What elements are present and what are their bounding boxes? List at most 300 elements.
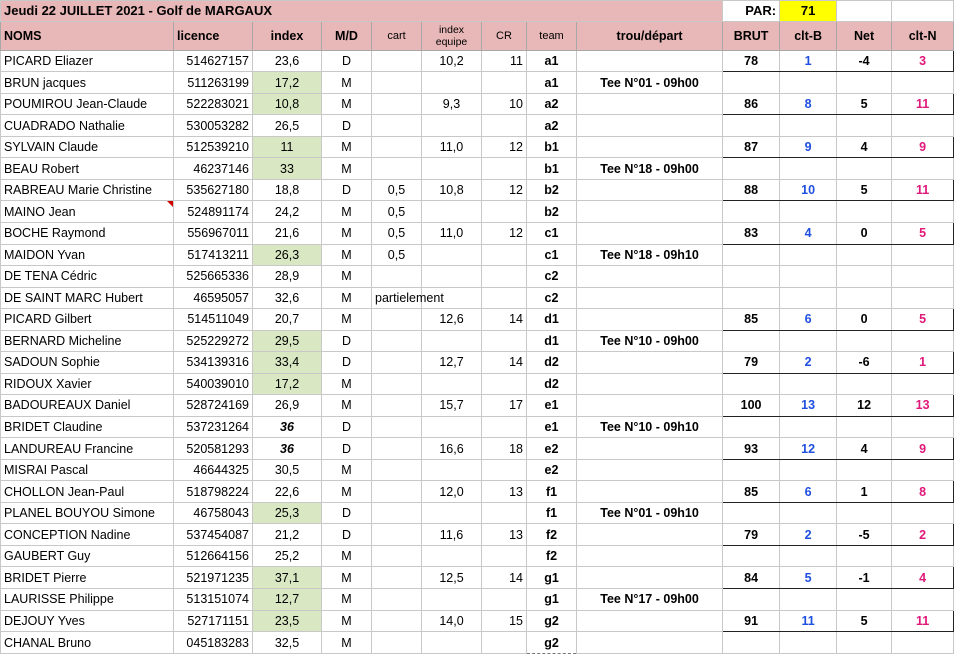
- player-cr[interactable]: 12: [482, 136, 527, 158]
- player-index-equipe[interactable]: 10,2: [422, 50, 482, 72]
- player-index[interactable]: 24,2: [253, 201, 322, 223]
- player-cart[interactable]: [372, 136, 422, 158]
- player-brut[interactable]: [723, 115, 780, 137]
- player-name[interactable]: CUADRADO Nathalie: [1, 115, 174, 137]
- player-brut[interactable]: [723, 201, 780, 223]
- player-tee[interactable]: [577, 373, 723, 395]
- player-index[interactable]: 32,6: [253, 287, 322, 309]
- player-tee[interactable]: [577, 567, 723, 589]
- player-index-equipe[interactable]: 14,0: [422, 610, 482, 632]
- player-net[interactable]: [837, 201, 892, 223]
- player-cr[interactable]: [482, 158, 527, 180]
- player-cart[interactable]: [372, 589, 422, 611]
- player-md[interactable]: M: [322, 136, 372, 158]
- player-cr[interactable]: 13: [482, 524, 527, 546]
- player-md[interactable]: M: [322, 287, 372, 309]
- player-cart[interactable]: 0,5: [372, 201, 422, 223]
- player-team[interactable]: b1: [527, 158, 577, 180]
- player-tee[interactable]: [577, 352, 723, 374]
- player-net[interactable]: [837, 158, 892, 180]
- header-licence[interactable]: licence: [174, 21, 253, 50]
- player-licence[interactable]: 512539210: [174, 136, 253, 158]
- player-md[interactable]: M: [322, 309, 372, 331]
- player-brut[interactable]: 78: [723, 50, 780, 72]
- player-licence[interactable]: 527171151: [174, 610, 253, 632]
- player-name[interactable]: BRIDET Claudine: [1, 416, 174, 438]
- player-name[interactable]: DE TENA Cédric: [1, 266, 174, 288]
- player-brut[interactable]: 86: [723, 93, 780, 115]
- player-clt-b[interactable]: [780, 589, 837, 611]
- player-cr[interactable]: [482, 72, 527, 94]
- player-index-equipe[interactable]: 12,0: [422, 481, 482, 503]
- player-clt-n[interactable]: 11: [892, 93, 954, 115]
- player-tee[interactable]: [577, 395, 723, 417]
- player-name[interactable]: RIDOUX Xavier: [1, 373, 174, 395]
- player-clt-n[interactable]: 8: [892, 481, 954, 503]
- player-index-equipe[interactable]: [422, 416, 482, 438]
- player-licence[interactable]: 525229272: [174, 330, 253, 352]
- player-tee[interactable]: [577, 201, 723, 223]
- player-cart[interactable]: [372, 632, 422, 654]
- player-licence[interactable]: 045183283: [174, 632, 253, 654]
- player-net[interactable]: 0: [837, 222, 892, 244]
- player-team[interactable]: e1: [527, 395, 577, 417]
- player-clt-b[interactable]: [780, 287, 837, 309]
- player-clt-b[interactable]: [780, 459, 837, 481]
- player-licence[interactable]: 518798224: [174, 481, 253, 503]
- player-tee[interactable]: Tee N°18 - 09h00: [577, 158, 723, 180]
- player-cr[interactable]: 12: [482, 179, 527, 201]
- player-clt-n[interactable]: 2: [892, 524, 954, 546]
- player-cr[interactable]: [482, 459, 527, 481]
- player-index[interactable]: 29,5: [253, 330, 322, 352]
- player-cart[interactable]: [372, 50, 422, 72]
- player-tee[interactable]: [577, 632, 723, 654]
- player-name[interactable]: MAIDON Yvan: [1, 244, 174, 266]
- player-cart[interactable]: [372, 373, 422, 395]
- player-licence[interactable]: 46644325: [174, 459, 253, 481]
- player-name[interactable]: DEJOUY Yves: [1, 610, 174, 632]
- player-net[interactable]: [837, 266, 892, 288]
- player-md[interactable]: D: [322, 330, 372, 352]
- player-clt-n[interactable]: [892, 330, 954, 352]
- player-licence[interactable]: 524891174: [174, 201, 253, 223]
- player-clt-n[interactable]: 11: [892, 179, 954, 201]
- player-clt-n[interactable]: 3: [892, 50, 954, 72]
- player-index[interactable]: 33,4: [253, 352, 322, 374]
- player-clt-n[interactable]: [892, 502, 954, 524]
- player-net[interactable]: -4: [837, 50, 892, 72]
- player-index-equipe[interactable]: 15,7: [422, 395, 482, 417]
- player-clt-n[interactable]: 5: [892, 309, 954, 331]
- player-index[interactable]: 26,5: [253, 115, 322, 137]
- player-clt-b[interactable]: [780, 545, 837, 567]
- player-team[interactable]: d2: [527, 373, 577, 395]
- player-clt-n[interactable]: [892, 632, 954, 654]
- player-clt-n[interactable]: [892, 201, 954, 223]
- player-cr[interactable]: 12: [482, 222, 527, 244]
- player-brut[interactable]: [723, 244, 780, 266]
- player-net[interactable]: [837, 115, 892, 137]
- player-licence[interactable]: 514511049: [174, 309, 253, 331]
- player-cr[interactable]: [482, 244, 527, 266]
- player-index[interactable]: 26,3: [253, 244, 322, 266]
- player-team[interactable]: c2: [527, 266, 577, 288]
- player-cr[interactable]: [482, 545, 527, 567]
- player-md[interactable]: D: [322, 352, 372, 374]
- player-team[interactable]: g1: [527, 567, 577, 589]
- player-brut[interactable]: [723, 373, 780, 395]
- player-tee[interactable]: [577, 524, 723, 546]
- player-clt-b[interactable]: [780, 416, 837, 438]
- player-index-equipe[interactable]: [422, 589, 482, 611]
- player-brut[interactable]: [723, 72, 780, 94]
- player-index[interactable]: 26,9: [253, 395, 322, 417]
- player-clt-n[interactable]: [892, 266, 954, 288]
- player-cart[interactable]: [372, 352, 422, 374]
- player-md[interactable]: D: [322, 115, 372, 137]
- player-net[interactable]: [837, 287, 892, 309]
- player-net[interactable]: [837, 632, 892, 654]
- player-md[interactable]: M: [322, 201, 372, 223]
- player-index[interactable]: 11: [253, 136, 322, 158]
- player-net[interactable]: [837, 416, 892, 438]
- player-cr[interactable]: 15: [482, 610, 527, 632]
- header-team[interactable]: team: [527, 21, 577, 50]
- player-cart[interactable]: 0,5: [372, 179, 422, 201]
- player-team[interactable]: c1: [527, 244, 577, 266]
- player-net[interactable]: -1: [837, 567, 892, 589]
- player-clt-n[interactable]: [892, 287, 954, 309]
- player-clt-n[interactable]: [892, 416, 954, 438]
- par-value[interactable]: 71: [780, 1, 837, 22]
- player-net[interactable]: 5: [837, 179, 892, 201]
- player-brut[interactable]: 100: [723, 395, 780, 417]
- player-net[interactable]: 4: [837, 438, 892, 460]
- player-name[interactable]: RABREAU Marie Christine: [1, 179, 174, 201]
- player-clt-b[interactable]: 1: [780, 50, 837, 72]
- player-net[interactable]: 5: [837, 93, 892, 115]
- player-name[interactable]: BRUN jacques: [1, 72, 174, 94]
- player-cr[interactable]: 14: [482, 352, 527, 374]
- player-clt-b[interactable]: [780, 266, 837, 288]
- player-md[interactable]: D: [322, 502, 372, 524]
- player-brut[interactable]: 91: [723, 610, 780, 632]
- player-brut[interactable]: [723, 502, 780, 524]
- player-md[interactable]: M: [322, 567, 372, 589]
- player-tee[interactable]: Tee N°18 - 09h10: [577, 244, 723, 266]
- player-team[interactable]: f1: [527, 502, 577, 524]
- player-team[interactable]: a1: [527, 72, 577, 94]
- player-index-equipe[interactable]: [422, 72, 482, 94]
- player-net[interactable]: 1: [837, 481, 892, 503]
- player-brut[interactable]: [723, 459, 780, 481]
- player-clt-n[interactable]: 13: [892, 395, 954, 417]
- player-clt-b[interactable]: 2: [780, 352, 837, 374]
- player-index[interactable]: 25,2: [253, 545, 322, 567]
- player-name[interactable]: MISRAI Pascal: [1, 459, 174, 481]
- player-index-equipe[interactable]: [422, 459, 482, 481]
- player-index-equipe[interactable]: 9,3: [422, 93, 482, 115]
- player-cr[interactable]: 13: [482, 481, 527, 503]
- player-index-equipe[interactable]: [422, 201, 482, 223]
- player-brut[interactable]: 79: [723, 352, 780, 374]
- player-brut[interactable]: [723, 416, 780, 438]
- player-cart[interactable]: partielement: [372, 287, 422, 309]
- player-index[interactable]: 20,7: [253, 309, 322, 331]
- player-licence[interactable]: 520581293: [174, 438, 253, 460]
- player-index-equipe[interactable]: 11,6: [422, 524, 482, 546]
- player-name[interactable]: DE SAINT MARC Hubert: [1, 287, 174, 309]
- header-clt-b[interactable]: clt-B: [780, 21, 837, 50]
- header-net[interactable]: Net: [837, 21, 892, 50]
- player-brut[interactable]: 84: [723, 567, 780, 589]
- player-team[interactable]: d1: [527, 309, 577, 331]
- player-net[interactable]: -5: [837, 524, 892, 546]
- player-team[interactable]: g2: [527, 610, 577, 632]
- player-tee[interactable]: [577, 179, 723, 201]
- player-tee[interactable]: [577, 481, 723, 503]
- player-index-equipe[interactable]: [422, 158, 482, 180]
- sheet-title[interactable]: Jeudi 22 JUILLET 2021 - Golf de MARGAUX: [1, 1, 723, 22]
- player-clt-n[interactable]: [892, 545, 954, 567]
- player-licence[interactable]: 540039010: [174, 373, 253, 395]
- player-clt-n[interactable]: 9: [892, 438, 954, 460]
- player-cr[interactable]: [482, 373, 527, 395]
- player-clt-n[interactable]: [892, 589, 954, 611]
- player-clt-b[interactable]: 11: [780, 610, 837, 632]
- player-index[interactable]: 32,5: [253, 632, 322, 654]
- player-tee[interactable]: Tee N°17 - 09h00: [577, 589, 723, 611]
- player-clt-b[interactable]: [780, 72, 837, 94]
- player-team[interactable]: d1: [527, 330, 577, 352]
- player-clt-n[interactable]: [892, 72, 954, 94]
- player-tee[interactable]: [577, 287, 723, 309]
- player-team[interactable]: c2: [527, 287, 577, 309]
- player-cart[interactable]: [372, 438, 422, 460]
- player-cr[interactable]: 14: [482, 567, 527, 589]
- player-clt-n[interactable]: [892, 373, 954, 395]
- player-tee[interactable]: [577, 50, 723, 72]
- player-index-equipe[interactable]: [422, 632, 482, 654]
- player-cr[interactable]: [482, 266, 527, 288]
- player-cr[interactable]: 14: [482, 309, 527, 331]
- player-md[interactable]: M: [322, 244, 372, 266]
- player-team[interactable]: e2: [527, 459, 577, 481]
- player-index[interactable]: 17,2: [253, 72, 322, 94]
- player-net[interactable]: 5: [837, 610, 892, 632]
- player-clt-b[interactable]: [780, 373, 837, 395]
- player-index[interactable]: 21,6: [253, 222, 322, 244]
- player-clt-n[interactable]: [892, 244, 954, 266]
- player-clt-b[interactable]: 9: [780, 136, 837, 158]
- player-net[interactable]: [837, 72, 892, 94]
- player-net[interactable]: [837, 373, 892, 395]
- player-name[interactable]: PICARD Eliazer: [1, 50, 174, 72]
- player-team[interactable]: g1: [527, 589, 577, 611]
- player-tee[interactable]: Tee N°01 - 09h10: [577, 502, 723, 524]
- player-clt-b[interactable]: 5: [780, 567, 837, 589]
- player-licence[interactable]: 535627180: [174, 179, 253, 201]
- player-name[interactable]: PICARD Gilbert: [1, 309, 174, 331]
- player-tee[interactable]: [577, 438, 723, 460]
- player-net[interactable]: -6: [837, 352, 892, 374]
- player-md[interactable]: M: [322, 373, 372, 395]
- player-tee[interactable]: Tee N°01 - 09h00: [577, 72, 723, 94]
- player-cart[interactable]: [372, 610, 422, 632]
- player-brut[interactable]: [723, 545, 780, 567]
- player-name[interactable]: BRIDET Pierre: [1, 567, 174, 589]
- player-index-equipe[interactable]: 12,5: [422, 567, 482, 589]
- player-net[interactable]: [837, 330, 892, 352]
- player-name[interactable]: SADOUN Sophie: [1, 352, 174, 374]
- player-index-equipe[interactable]: 11,0: [422, 222, 482, 244]
- player-index-equipe[interactable]: 12,7: [422, 352, 482, 374]
- player-tee[interactable]: [577, 266, 723, 288]
- player-clt-n[interactable]: 9: [892, 136, 954, 158]
- player-index-equipe[interactable]: [422, 330, 482, 352]
- player-net[interactable]: [837, 502, 892, 524]
- player-cr[interactable]: [482, 115, 527, 137]
- player-index[interactable]: 30,5: [253, 459, 322, 481]
- player-name[interactable]: BERNARD Micheline: [1, 330, 174, 352]
- player-clt-b[interactable]: [780, 158, 837, 180]
- player-index[interactable]: 18,8: [253, 179, 322, 201]
- player-index[interactable]: 33: [253, 158, 322, 180]
- player-cr[interactable]: [482, 502, 527, 524]
- player-name[interactable]: BEAU Robert: [1, 158, 174, 180]
- player-clt-n[interactable]: 1: [892, 352, 954, 374]
- player-clt-b[interactable]: [780, 244, 837, 266]
- player-name[interactable]: CONCEPTION Nadine: [1, 524, 174, 546]
- player-md[interactable]: M: [322, 266, 372, 288]
- player-clt-b[interactable]: 4: [780, 222, 837, 244]
- player-cart[interactable]: [372, 72, 422, 94]
- player-clt-n[interactable]: 5: [892, 222, 954, 244]
- player-index-equipe[interactable]: [422, 502, 482, 524]
- player-index[interactable]: 36: [253, 416, 322, 438]
- player-brut[interactable]: [723, 266, 780, 288]
- player-index[interactable]: 21,2: [253, 524, 322, 546]
- header-index[interactable]: index: [253, 21, 322, 50]
- player-cart[interactable]: [372, 502, 422, 524]
- header-md[interactable]: M/D: [322, 21, 372, 50]
- player-name[interactable]: BADOUREAUX Daniel: [1, 395, 174, 417]
- player-team[interactable]: d2: [527, 352, 577, 374]
- player-index[interactable]: 17,2: [253, 373, 322, 395]
- player-cart[interactable]: [372, 416, 422, 438]
- player-team[interactable]: f1: [527, 481, 577, 503]
- comment-indicator-icon[interactable]: [167, 201, 173, 207]
- player-index[interactable]: 37,1: [253, 567, 322, 589]
- player-net[interactable]: 12: [837, 395, 892, 417]
- player-md[interactable]: M: [322, 589, 372, 611]
- player-clt-b[interactable]: [780, 115, 837, 137]
- player-cr[interactable]: [482, 330, 527, 352]
- player-clt-b[interactable]: 13: [780, 395, 837, 417]
- player-index-equipe[interactable]: [422, 266, 482, 288]
- player-cart[interactable]: [372, 158, 422, 180]
- player-md[interactable]: M: [322, 222, 372, 244]
- player-team[interactable]: b2: [527, 201, 577, 223]
- par-label[interactable]: PAR:: [723, 1, 780, 22]
- player-clt-b[interactable]: 8: [780, 93, 837, 115]
- player-clt-b[interactable]: [780, 201, 837, 223]
- player-net[interactable]: [837, 459, 892, 481]
- player-index-equipe[interactable]: [422, 244, 482, 266]
- player-licence[interactable]: 46595057: [174, 287, 253, 309]
- player-licence[interactable]: 513151074: [174, 589, 253, 611]
- header-noms[interactable]: NOMS: [1, 21, 174, 50]
- player-licence[interactable]: 512664156: [174, 545, 253, 567]
- player-licence[interactable]: 514627157: [174, 50, 253, 72]
- player-md[interactable]: M: [322, 93, 372, 115]
- player-licence[interactable]: 528724169: [174, 395, 253, 417]
- player-name[interactable]: LANDUREAU Francine: [1, 438, 174, 460]
- player-clt-b[interactable]: [780, 632, 837, 654]
- player-cr[interactable]: 17: [482, 395, 527, 417]
- player-cr[interactable]: 11: [482, 50, 527, 72]
- player-cr[interactable]: [482, 416, 527, 438]
- player-md[interactable]: D: [322, 524, 372, 546]
- player-name[interactable]: CHANAL Bruno: [1, 632, 174, 654]
- player-licence[interactable]: 556967011: [174, 222, 253, 244]
- player-clt-b[interactable]: 6: [780, 481, 837, 503]
- player-index-equipe[interactable]: 16,6: [422, 438, 482, 460]
- player-name[interactable]: GAUBERT Guy: [1, 545, 174, 567]
- player-index[interactable]: 25,3: [253, 502, 322, 524]
- player-clt-b[interactable]: 10: [780, 179, 837, 201]
- player-clt-b[interactable]: [780, 330, 837, 352]
- player-licence[interactable]: 537454087: [174, 524, 253, 546]
- player-cr[interactable]: [482, 589, 527, 611]
- player-tee[interactable]: [577, 309, 723, 331]
- player-index-equipe[interactable]: [422, 373, 482, 395]
- player-licence[interactable]: 522283021: [174, 93, 253, 115]
- player-index-equipe[interactable]: 10,8: [422, 179, 482, 201]
- player-licence[interactable]: 511263199: [174, 72, 253, 94]
- player-cr[interactable]: 18: [482, 438, 527, 460]
- player-brut[interactable]: 79: [723, 524, 780, 546]
- player-index-equipe[interactable]: 12,6: [422, 309, 482, 331]
- player-index-equipe[interactable]: [422, 545, 482, 567]
- player-tee[interactable]: [577, 545, 723, 567]
- player-cart[interactable]: [372, 481, 422, 503]
- player-md[interactable]: M: [322, 545, 372, 567]
- header-brut[interactable]: BRUT: [723, 21, 780, 50]
- player-tee[interactable]: [577, 136, 723, 158]
- player-tee[interactable]: [577, 459, 723, 481]
- player-cart[interactable]: [372, 115, 422, 137]
- player-net[interactable]: 4: [837, 136, 892, 158]
- player-md[interactable]: M: [322, 395, 372, 417]
- player-clt-n[interactable]: 4: [892, 567, 954, 589]
- player-md[interactable]: M: [322, 610, 372, 632]
- header-cr[interactable]: CR: [482, 21, 527, 50]
- player-md[interactable]: D: [322, 416, 372, 438]
- player-cart[interactable]: [372, 309, 422, 331]
- header-index-equipe[interactable]: [422, 21, 482, 50]
- player-brut[interactable]: 85: [723, 309, 780, 331]
- player-brut[interactable]: 83: [723, 222, 780, 244]
- player-cart[interactable]: [372, 330, 422, 352]
- header-clt-n[interactable]: clt-N: [892, 21, 954, 50]
- player-clt-b[interactable]: 12: [780, 438, 837, 460]
- player-md[interactable]: M: [322, 481, 372, 503]
- player-team[interactable]: a2: [527, 115, 577, 137]
- player-licence[interactable]: 530053282: [174, 115, 253, 137]
- player-team[interactable]: e2: [527, 438, 577, 460]
